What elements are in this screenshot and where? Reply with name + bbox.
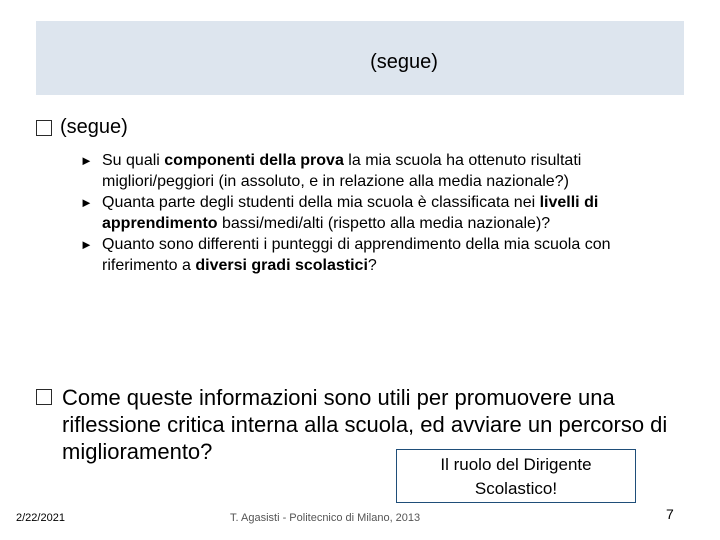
page-number: 7 xyxy=(666,506,674,522)
callout-line-1: Il ruolo del Dirigente xyxy=(440,455,592,474)
footer-date: 2/22/2021 xyxy=(16,512,65,524)
bullet-1-label: (segue) xyxy=(60,116,128,138)
bullet-2-text: Come queste informazioni sono utili per promuovere una riflessione critica interna alla scuola, ed avviare un percorso di miglioramento? xyxy=(62,385,668,464)
callout-line-2: Scolastico! xyxy=(474,479,558,498)
checkbox-bullet-icon xyxy=(36,389,52,405)
sub-bullet-item xyxy=(80,150,660,192)
slide-header xyxy=(36,21,684,95)
footer-credit: T. Agasisti - Politecnico di Milano, 2013 xyxy=(230,512,421,524)
sub-bullet-text: Quanto sono differenti i punteggi di apprendimento della mia scuola con riferimento a diversi gradi scolastici? xyxy=(102,236,611,274)
sub-bullet-item xyxy=(80,234,660,276)
sub-bullet-text: Quanta parte degli studenti della mia scuola è classificata nei livelli di apprendimento bassi/medi/alti (rispetto alla media nazionale)? xyxy=(102,194,599,232)
triangle-bullet-icon: ► xyxy=(80,153,93,168)
sub-bullet-item xyxy=(80,192,660,234)
triangle-bullet-icon: ► xyxy=(80,195,93,210)
checkbox-bullet-icon xyxy=(36,120,52,136)
callout-box xyxy=(396,449,636,503)
triangle-bullet-icon: ► xyxy=(80,237,93,252)
slide-title: (segue) xyxy=(370,51,438,73)
sub-bullet-list xyxy=(80,150,660,276)
bullet-1 xyxy=(36,116,128,139)
sub-bullet-text: Su quali componenti della prova la mia scuola ha ottenuto risultati migliori/peggiori (in assoluto, e in relazione alla media nazionale?) xyxy=(102,152,582,190)
